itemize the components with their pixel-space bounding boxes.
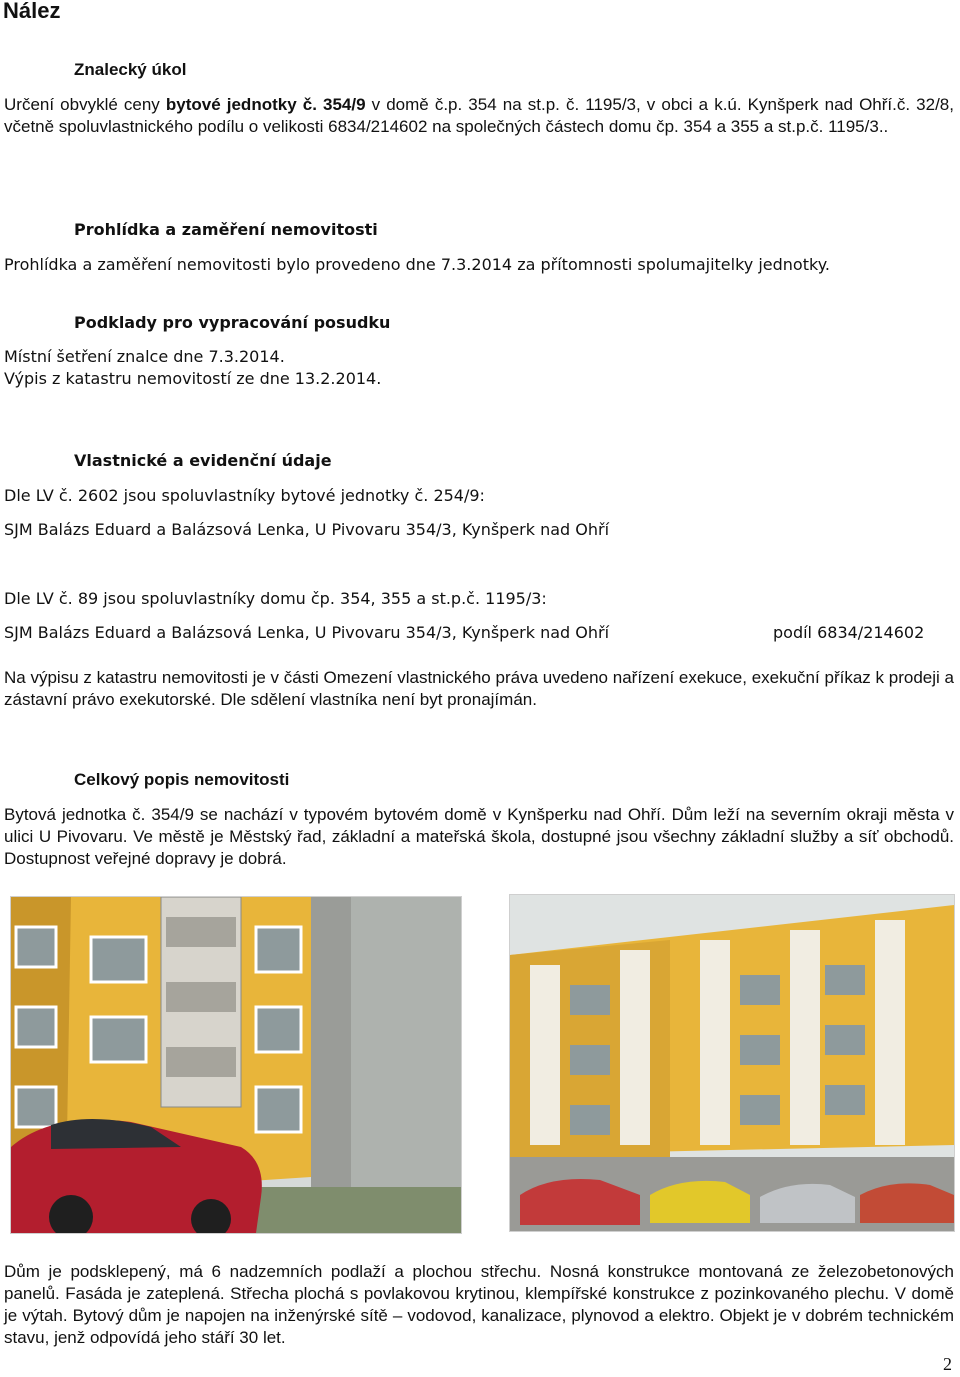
task-text-a: Určení obvyklé ceny (4, 95, 166, 114)
task-text-unit: bytové jednotky č. 354/9 (165, 95, 366, 114)
ownership-note: Na výpisu z katastru nemovitosti je v části Omezení vlastnického práva uvedeno nařízení exekuce, exekuční příkaz k prodeji a zástavní právo exekutorské. Dle sdělení vlastníka není byt pronajímán. (4, 668, 954, 709)
description-text-2: Dům je podsklepený, má 6 nadzemních podlaží a plochou střechu. Nosná konstrukce montovaná ze železobetonových panelů. Fasáda je zateplená. Střecha plochá s povlakovou krytinou, klempířské konstrukce z pozinkovaného plechu. V domě je výtah. Bytový dům je napojen na inženýrské sítě – vodovod, kanalizace, plynovod a elektro. Objekt je v dobrém technickém stavu, jenž odpovídá jeho stáří 30 let. (4, 1262, 954, 1347)
page-number: 2 (943, 1354, 952, 1374)
heading-ownership: Vlastnické a evidenční údaje (74, 451, 332, 470)
task-text-c: v domě č.p. 354 na st.p. č. 1195/3, v obci a k.ú. Kynšperk nad Ohří.č. 32/8, včetně spoluvlastnického podílu o velikosti 6834/214602 na společných částech domu čp. 354 a 355 a st.p.č. 1195/3.. (4, 95, 954, 136)
building-photo-right (509, 894, 955, 1232)
ownership-share: podíl 6834/214602 (773, 623, 925, 642)
heading-description: Celkový popis nemovitosti (74, 770, 290, 789)
ownership-lv1: Dle LV č. 2602 jsou spoluvlastníky bytové jednotky č. 254/9: (4, 486, 485, 505)
ownership-lv2: Dle LV č. 89 jsou spoluvlastníky domu čp. 354, 355 a st.p.č. 1195/3: (4, 589, 547, 608)
heading-task: Znalecký úkol (74, 60, 187, 79)
inspection-text: Prohlídka a zaměření nemovitosti bylo provedeno dne 7.3.2014 za přítomnosti spolumajitelky jednotky. (4, 255, 830, 274)
task-paragraph (4, 94, 954, 138)
description-text: Bytová jednotka č. 354/9 se nachází v typovém bytovém domě v Kynšperku nad Ohří. Dům leží na severním okraji města v ulici U Pivovaru. Ve městě je Městský řad, základní a mateřská škola, dostupné jsou všechny základní služby a síť obchodů. Dostupnost veřejné dopravy je dobrá. (4, 805, 954, 868)
sources-line-2: Výpis z katastru nemovitostí ze dne 13.2.2014. (4, 369, 382, 388)
building-photo-left (10, 896, 462, 1234)
sources-line-1: Místní šetření znalce dne 7.3.2014. (4, 347, 285, 366)
heading-inspection: Prohlídka a zaměření nemovitosti (74, 220, 378, 239)
page-title: Nález (3, 0, 61, 23)
ownership-owner1: SJM Balázs Eduard a Balázsová Lenka, U Pivovaru 354/3, Kynšperk nad Ohří (4, 520, 610, 539)
ownership-owner2: SJM Balázs Eduard a Balázsová Lenka, U Pivovaru 354/3, Kynšperk nad Ohří (4, 623, 610, 642)
heading-sources: Podklady pro vypracování posudku (74, 313, 391, 332)
